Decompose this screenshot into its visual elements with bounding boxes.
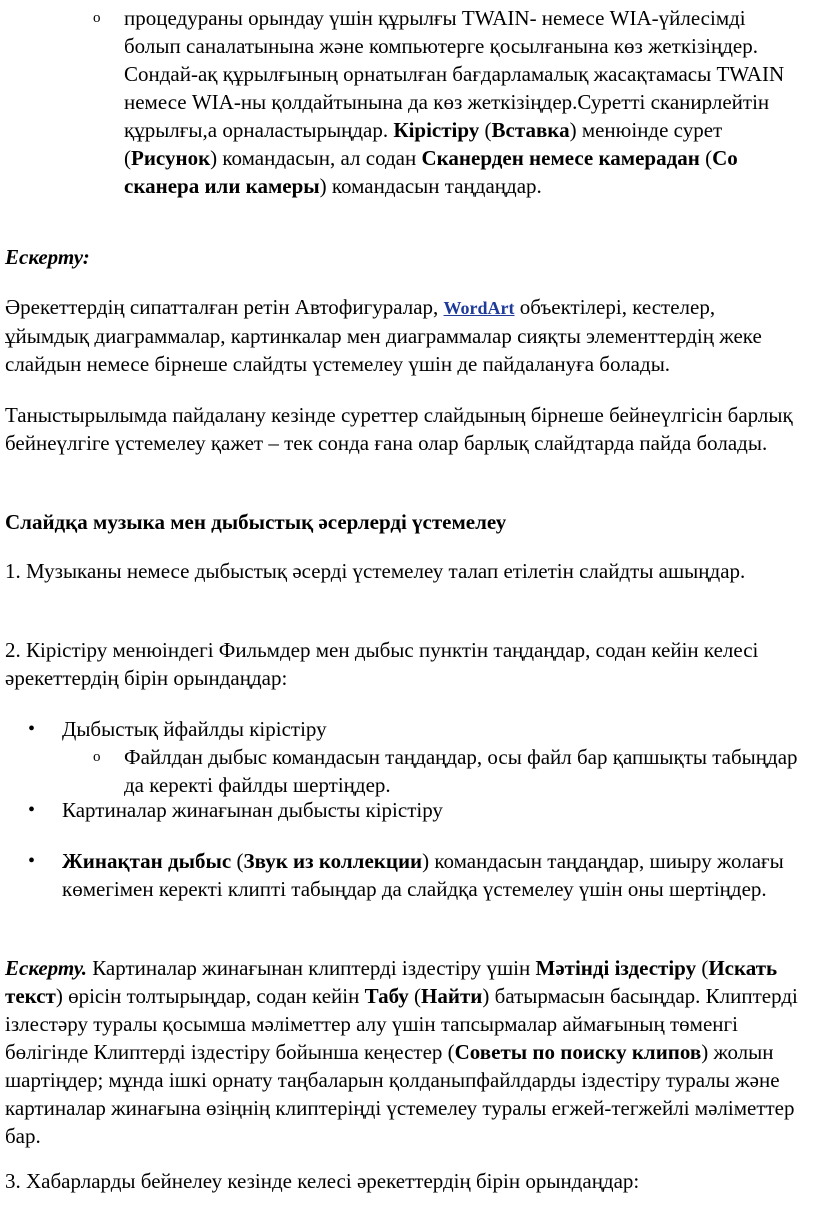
step-1: 1. Музыканы немесе дыбыстық әсерді үстемелеу талап етілетін слайдты ашыңдар. [5, 559, 746, 583]
bullet-icon: • [28, 718, 36, 740]
bullet-icon: • [28, 799, 36, 821]
paragraph-autoshapes: Әрекеттердің сипатталған ретін Автофигуралар, WordArt объектілері, кестелер, ұйымдық диаграммалар, картинкалар мен диаграммалар сияқты элементтердің жеке слайдын немесе бірнеше слайдты үстемелеу үшін де пайдалануға болады. [5, 295, 762, 376]
sub-list-item-scanner: o процедураны орындау үшін құрылғы TWAIN- немесе WIA-үйлесімді болып саналатынына және компьютерге қосылғанына көз жеткізіңдер. Сондай-ақ құрылғының орнатылған бағдарламалық жасақтамасы TWAIN немесе WIA-ны қолдайтынына да көз жеткізіңдер.Суретті сканирлейтін құрылғы,а орналастырыңдар. Кірістіру (Вставка) менюінде сурет (Рисунок) командасын, ал содан Сканерден немесе камерадан (Со сканера или камеры) командасын таңдаңдар. [93, 6, 785, 198]
step-2: 2. Кірістіру менюіндегі Фильмдер мен дыбыс пунктін таңдаңдар, содан кейін келесі әрекеттердің бірін орындаңдар: [5, 638, 759, 690]
step-3: 3. Хабарларды бейнелеу кезінде келесі әрекеттердің бірін орындаңдар: [5, 1169, 640, 1193]
bullet-item-gallery-sound: • Картиналар жинағынан дыбысты кірістіру [28, 798, 443, 822]
bullet-icon: • [28, 850, 36, 872]
section-heading: Слайдқа музыка мен дыбыстық әсерлерді үстемелеу [5, 510, 507, 534]
wordart-link[interactable]: WordArt [443, 298, 515, 318]
bullet-item-collection-sound: • Жинақтан дыбыс (Звук из коллекции) командасын таңдаңдар, шиыру жолағы көмегімен керекті клипті табыңдар да слайдқа үстемелеу үшін оны шертіңдер. [28, 849, 784, 901]
note-search-clips: Ескерту. Картиналар жинағынан клиптерді іздестіру үшін Мәтінді іздестіру (Искать текст) өрісін толтырыңдар, содан кейін Табу (Найти) батырмасын басыңдар. Клиптерді ізлестәру туралы қосымша мәліметтер алу үшін тапсырмалар аймағының төменгі бөлігінде Клиптерді іздестіру бойынша кеңестер (Советы по поиску клипов) жолын шартіңдер; мұнда ішкі орнату таңбаларын қолданыпфайлдарды іздестіру туралы және картиналар жинағына өзіңнің клиптеріңді үстемелеу туралы егжей-тегжейлі мәліметтер бар. [5, 956, 798, 1148]
paragraph-presentation: Таныстырылымда пайдалану кезінде суреттер слайдының бірнеше бейнеүлгісін барлық бейнеүлгіге үстемелеу қажет – тек сонда ғана олар барлық слайдтарда пайда болады. [5, 403, 793, 455]
note-heading: Ескерту: [5, 245, 90, 269]
sub-list-item-from-file: o Файлдан дыбыс командасын таңдаңдар, осы файл бар қапшықты табыңдар да керекті файлды шертіңдер. [93, 745, 798, 797]
circle-bullet-icon: o [93, 10, 101, 26]
circle-bullet-icon: o [93, 749, 101, 765]
bullet-item-sound-file: • Дыбыстық йфайлды кірістіру [28, 717, 327, 741]
